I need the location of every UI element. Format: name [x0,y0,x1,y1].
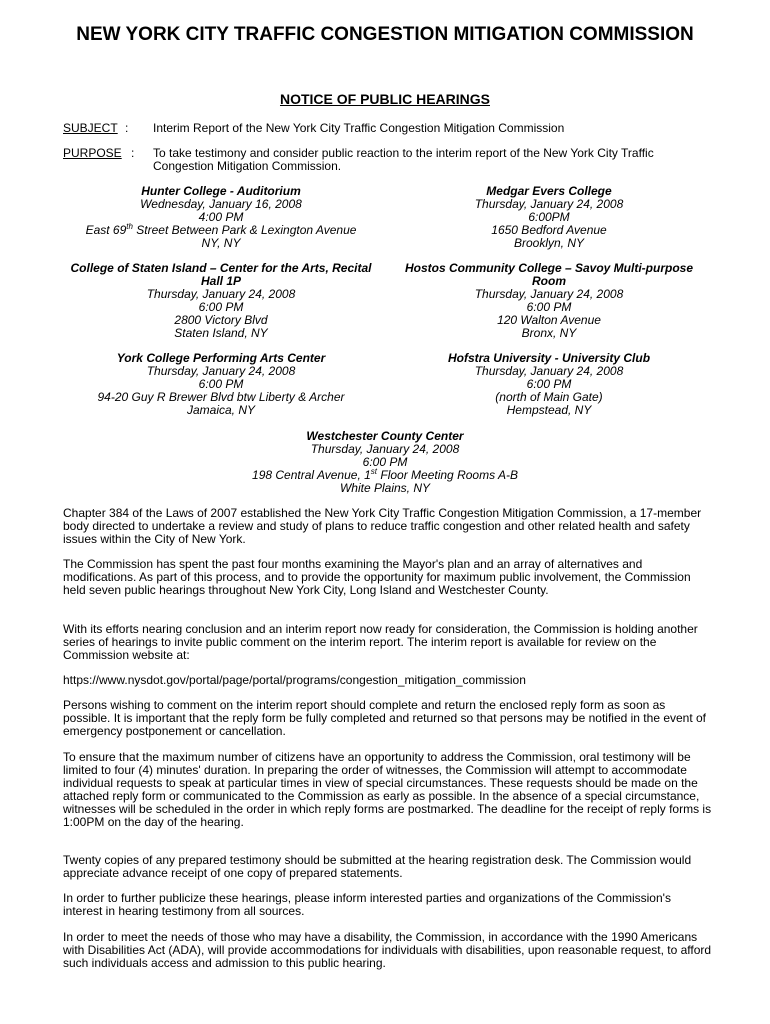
venue-date: Thursday, January 24, 2008 [474,197,624,211]
notice-heading: NOTICE OF PUBLIC HEARINGS [279,91,490,107]
venue-name: Medgar Evers College [486,184,612,198]
venue-city: Staten Island, NY [174,326,268,340]
venue-hofstra [384,352,714,417]
paragraph-interim-report: With its efforts nearing conclusion and an interim report now ready for consideration, the Commission is holding another series of hearings to invite public comment on the interim report. The interim report is available for review on the Commission website at: [63,622,698,662]
venue-time: 6:00 PM [362,455,408,469]
venue-address: 1650 Bedford Avenue [491,223,607,237]
venue-time: 6:00 PM [198,300,244,314]
venue-date: Thursday, January 24, 2008 [474,287,624,301]
subject-label: SUBJECT [63,121,118,135]
paragraph-prepared-testimony: Twenty copies of any prepared testimony should be submitted at the hearing registration desk. The Commission would appreciate advance receipt of one copy of prepared statements. [63,853,692,880]
venue-city: Jamaica, NY [186,403,256,417]
paragraph-chapter-384: Chapter 384 of the Laws of 2007 established the New York City Traffic Congestion Mitigation Commission, a 17-member body directed to undertake a review and study of plans to reduce traffic congestion and other related health and safety issues within the City of New York. [63,506,702,546]
venue-name: Westchester County Center [306,429,464,443]
venue-city: Brooklyn, NY [513,236,585,250]
venue-york-college [56,352,386,417]
paragraph-commission-work: The Commission has spent the past four months examining the Mayor's plan and an array of alternatives and modifications. As part of this process, and to provide the opportunity for maximum public involvement, the Commission held seven public hearings throughout New York City, Long Island and Westchester County. [63,557,691,597]
venue-time: 6:00 PM [526,300,572,314]
venue-address: 94-20 Guy R Brewer Blvd btw Liberty & Archer [97,390,345,404]
venue-medgar-evers [384,185,714,250]
venue-name: York College Performing Arts Center [116,351,326,365]
venue-staten-island [56,262,386,340]
document-title: NEW YORK CITY TRAFFIC CONGESTION MITIGATION COMMISSION [76,24,694,45]
subject-text: Interim Report of the New York City Traffic Congestion Mitigation Commission [153,121,565,135]
venue-address: 120 Walton Avenue [497,313,601,327]
venue-time: 6:00 PM [198,377,244,391]
venue-name: College of Staten Island – Center for the Arts, Recital Hall 1P [70,261,372,288]
venue-hunter [56,185,386,250]
paragraph-testimony-rules: To ensure that the maximum number of citizens have an opportunity to address the Commission, oral testimony will be limited to four (4) minutes' duration. In preparing the order of witnesses, the Commission will attempt to accommodate individual requests to speak at particular times in view of special circumstances. These requests should be made on the attached reply form or communicated to the Commission as early as possible. In the absence of a special circumstance, witnesses will be scheduled in the order in which reply forms are postmarked. The deadline for the receipt of reply forms is 1:00PM on the day of the hearing. [63,750,712,829]
venue-hostos [384,262,714,340]
venue-address: 2800 Victory Blvd [174,313,268,327]
venue-date: Wednesday, January 16, 2008 [140,197,302,211]
venue-city: Bronx, NY [521,326,577,340]
venue-address: (north of Main Gate) [495,390,603,404]
commission-website-link[interactable]: https://www.nysdot.gov/portal/page/portal/programs/congestion_mitigation_commission [63,673,526,687]
venue-date: Thursday, January 24, 2008 [146,287,296,301]
venue-westchester [220,430,550,495]
venue-time: 6:00 PM [526,377,572,391]
document-page: NEW YORK CITY TRAFFIC CONGESTION MITIGATION COMMISSION NOTICE OF PUBLIC HEARINGS SUBJECT : Interim Report of the New York City Traffic Congestion Mitigation Commission PURPOSE : To take testimony and consider public reaction to the interim report of the New York City Traffic Congestion Mitigation Commission. Hunter College - Auditorium Wednesday, January 16, 2008 4:00 PM East 69th Street Between Park & Lexington Avenue NY, NY Medgar Evers College Thursday, January 24, 2008 6:00PM 1650 Bedford Avenue Brooklyn, NY College of Staten Island – Center for the Arts, Recital Hall 1P Thursday, January 24, 2008 6:00 PM 2800 Victory Blvd Staten Island, NY Hostos Community College – Savoy Multi-purpose Room Thursday, January 24, 2008 6:00 PM 120 Walton Avenue Bronx, NY York College Performing Arts Center Thursday, January 24, 2008 6:00 PM 94-20 Guy R Brewer Blvd btw Liberty & Archer Jamaica, NY Hofstra University - University Club Thursday, January 24, 2008 6:00 PM (north of Main Gate) Hempstead, NY Westchester County Center Thursday, January 24, 2008 6:00 PM 198 Central Avenue, 1st Floor Meeting Rooms A-B White Plains, NY Chapter 384 of the Laws of 2007 established the New York City Traffic Congestion Mitigation Commission, a 17-member body directed to undertake a review and study of plans to reduce traffic congestion and other related health and safety issues within the City of New York. The Commission has spent the past four months examining the Mayor's plan and an array of alternatives and modifications. As part of this process, and to provide the opportunity for maximum public involvement, the Commission held seven public hearings throughout New York City, Long Island and Westchester County. With its efforts nearing conclusion and an interim report now ready for consideration, the Commission is holding another series of hearings to invite public comment on the interim report. The interim report is available for review on the Commission website at: https://www.nysdot.gov/portal/page/portal/programs/congestion_mitigation_commission Persons wishing to comment on the interim report should complete and return the enclosed reply form as soon as possible. It is important that the reply form be fully completed and returned so that persons may be notified in the event of emergency postponement or cancellation. To ensure that the maximum number of citizens have an opportunity to address the Commission, oral testimony will be limited to four (4) minutes' duration. In preparing the order of witnesses, the Commission will attempt to accommodate individual requests to speak at particular times in view of special circumstances. These requests should be made on the attached reply form or communicated to the Commission as early as possible. In the absence of a special circumstance, witnesses will be scheduled in the order in which reply forms are postmarked. The deadline for the receipt of reply forms is 1:00PM on the day of the hearing. Twenty copies of any prepared testimony should be submitted at the hearing registration desk. The Commission would appreciate advance receipt of one copy of prepared statements. In order to further publicize these hearings, please inform interested parties and organizations of the Commission's interest in hearing testimony from all sources. In order to meet the needs of those who may have a disability, the Commission, in accordance with the 1990 Americans with Disabilities Act (ADA), will provide accommodations for individuals with disabilities, upon reasonable request, to afford such individuals access and admission to this public hearing. [0,0,770,1024]
venue-city: Hempstead, NY [506,403,592,417]
venue-date: Thursday, January 24, 2008 [474,364,624,378]
venue-city: White Plains, NY [339,481,431,495]
paragraph-publicize: In order to further publicize these hearings, please inform interested parties and organizations of the Commission's interest in hearing testimony from all sources. [63,891,671,918]
venue-date: Thursday, January 24, 2008 [310,442,460,456]
venue-address: East 69th Street Between Park & Lexington Avenue [85,222,357,237]
paragraph-reply-form: Persons wishing to comment on the interim report should complete and return the enclosed reply form as soon as possible. It is important that the reply form be fully completed and returned so that persons may be notified in the event of emergency postponement or cancellation. [63,698,707,738]
venue-name: Hunter College - Auditorium [141,184,301,198]
venue-date: Thursday, January 24, 2008 [146,364,296,378]
venue-address: 198 Central Avenue, 1st Floor Meeting Rooms A-B [252,467,518,482]
venue-name: Hostos Community College – Savoy Multi-purpose Room [404,261,694,288]
venue-name: Hofstra University - University Club [447,351,651,365]
venue-city: NY, NY [201,236,241,250]
purpose-label: PURPOSE [63,146,122,160]
purpose-text: To take testimony and consider public reaction to the interim report of the New York City Traffic Congestion Mitigation Commission. [153,146,654,173]
venue-time: 4:00 PM [198,210,244,224]
venue-time: 6:00PM [528,210,570,224]
paragraph-ada: In order to meet the needs of those who may have a disability, the Commission, in accordance with the 1990 Americans with Disabilities Act (ADA), will provide accommodations for individuals with disabilities, upon reasonable request, to afford such individuals access and admission to this public hearing. [63,930,712,970]
